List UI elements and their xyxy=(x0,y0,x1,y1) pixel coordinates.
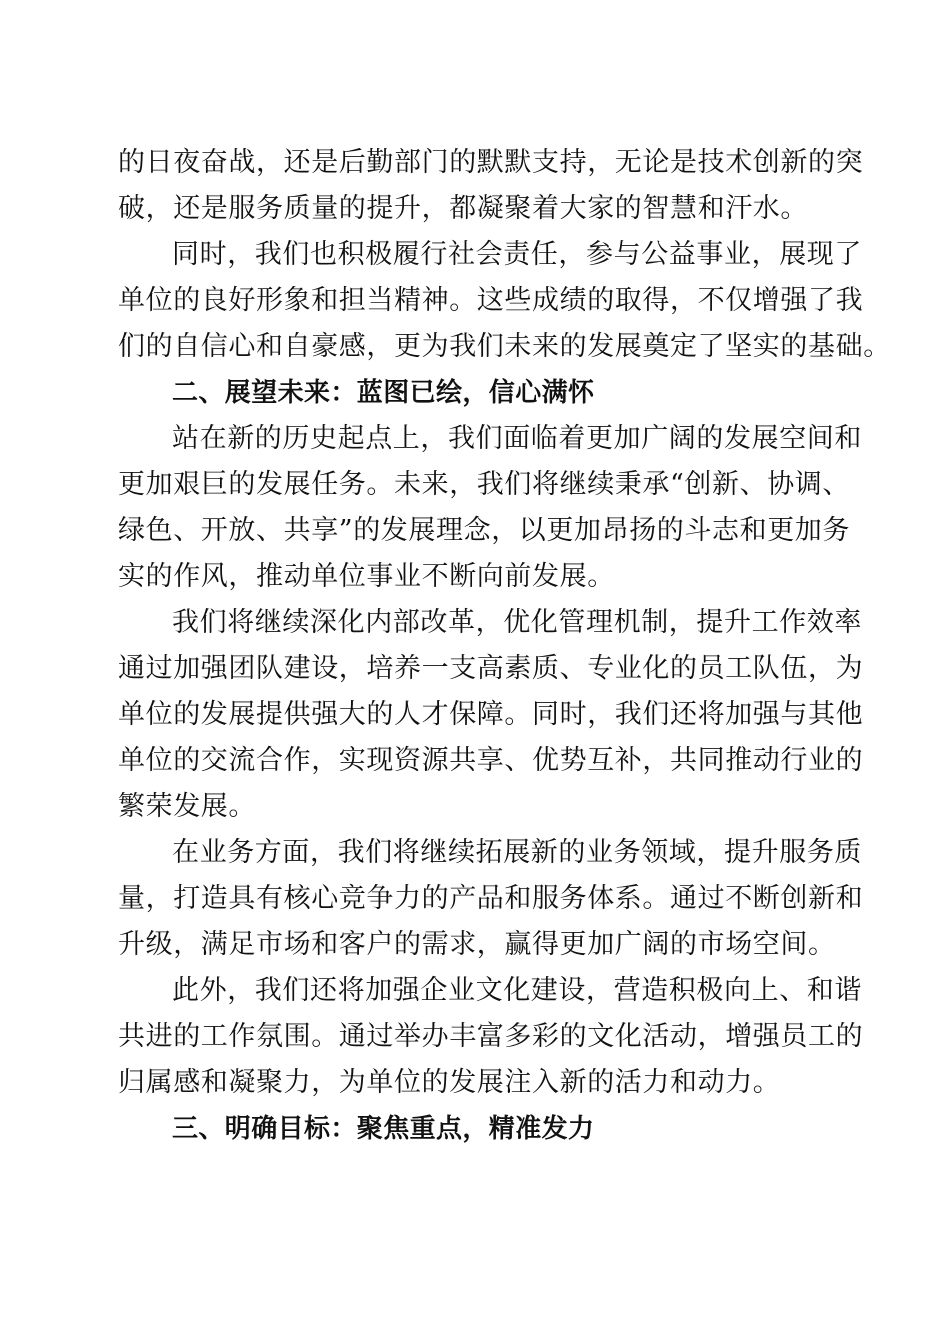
paragraph-line: 繁荣发展。 xyxy=(118,791,256,822)
paragraph-line: 站在新的历史起点上，我们面临着更加广阔的发展空间和 xyxy=(172,423,862,454)
paragraph-line: 升级，满足市场和客户的需求，赢得更加广阔的市场空间。 xyxy=(118,929,836,960)
paragraph-line: 单位的发展提供强大的人才保障。同时，我们还将加强与其他 xyxy=(118,699,864,730)
paragraph-line: 们的自信心和自豪感，更为我们未来的发展奠定了坚实的基础。 xyxy=(118,331,891,362)
paragraph-line: 更加艰巨的发展任务。未来，我们将继续秉承“创新、协调、 xyxy=(118,469,851,500)
paragraph-line: 绿色、开放、共享”的发展理念，以更加昂扬的斗志和更加务 xyxy=(118,515,851,546)
paragraph-line: 在业务方面，我们将继续拓展新的业务领域，提升服务质 xyxy=(172,837,862,868)
paragraph-line: 实的作风，推动单位事业不断向前发展。 xyxy=(118,561,615,592)
paragraph-line: 此外，我们还将加强企业文化建设，营造积极向上、和谐 xyxy=(172,975,862,1006)
paragraph-line: 共进的工作氛围。通过举办丰富多彩的文化活动，增强员工的 xyxy=(118,1021,864,1052)
paragraph-line: 破，还是服务质量的提升，都凝聚着大家的智慧和汗水。 xyxy=(118,193,808,224)
section-heading: 三、明确目标：聚焦重点，精准发力 xyxy=(172,1114,595,1144)
paragraph-line: 单位的良好形象和担当精神。这些成绩的取得，不仅增强了我 xyxy=(118,285,864,316)
paragraph-line: 量，打造具有核心竞争力的产品和服务体系。通过不断创新和 xyxy=(118,883,864,914)
paragraph-line: 单位的交流合作，实现资源共享、优势互补，共同推动行业的 xyxy=(118,745,864,776)
paragraph-line: 归属感和凝聚力，为单位的发展注入新的活力和动力。 xyxy=(118,1067,781,1098)
paragraph-line: 的日夜奋战，还是后勤部门的默默支持，无论是技术创新的突 xyxy=(118,147,864,178)
paragraph-line: 通过加强团队建设，培养一支高素质、专业化的员工队伍，为 xyxy=(118,653,864,684)
paragraph-line: 同时，我们也积极履行社会责任，参与公益事业，展现了 xyxy=(172,239,862,270)
section-heading: 二、展望未来：蓝图已绘，信心满怀 xyxy=(172,378,595,408)
paragraph-line: 我们将继续深化内部改革，优化管理机制，提升工作效率 xyxy=(172,607,862,638)
